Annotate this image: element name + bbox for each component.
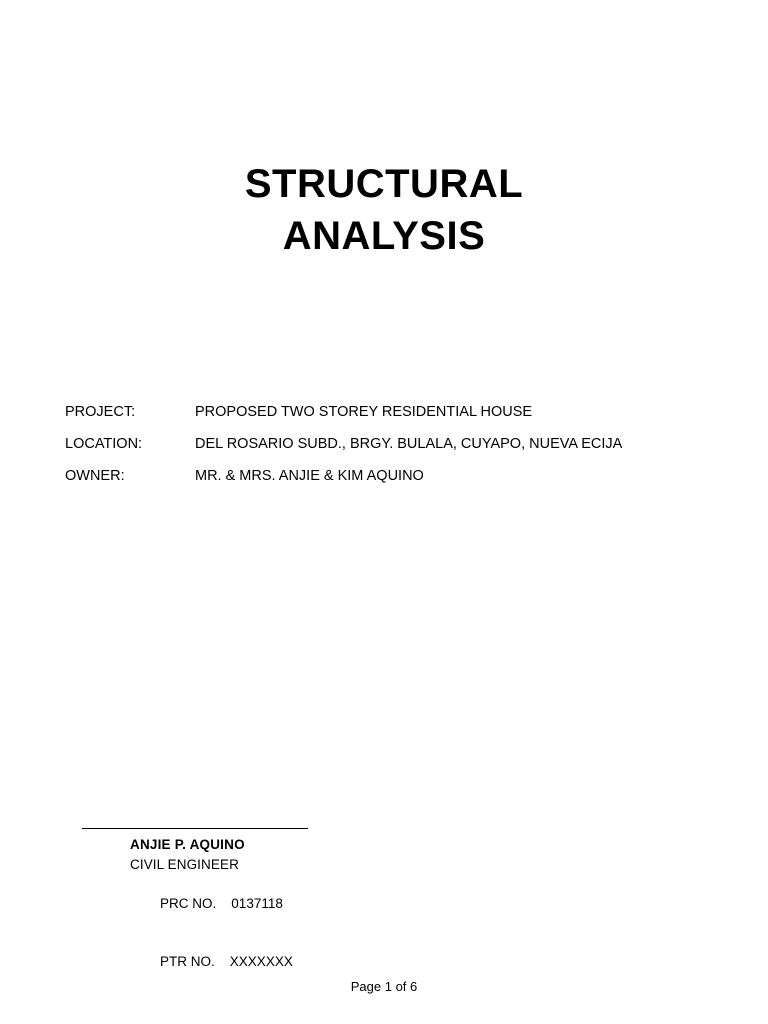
page-footer: Page 1 of 6 [350, 979, 418, 994]
signatory-ptr-label: PTR NO. [160, 954, 215, 969]
page-title-line-1: STRUCTURAL [244, 162, 524, 206]
page-title-line-2: ANALYSIS [282, 214, 486, 258]
signatory-prc-value: 0137118 [231, 895, 283, 911]
info-label-owner: OWNER: [65, 468, 125, 484]
info-value-location: DEL ROSARIO SUBD., BRGY. BULALA, CUYAPO, NUEVA ECIJA [195, 436, 623, 452]
page-title [0, 158, 768, 262]
info-label-location: LOCATION: [65, 436, 143, 452]
signatory-prc-label: PRC NO. [160, 895, 217, 911]
info-value-project: PROPOSED TWO STOREY RESIDENTIAL HOUSE [195, 404, 533, 420]
signatory-ptr-value: XXXXXXX [229, 954, 293, 969]
info-value-owner: MR. & MRS. ANJIE & KIM AQUINO [195, 468, 424, 484]
signatory-prc [130, 874, 308, 933]
info-row-project [65, 396, 705, 428]
signature-line [82, 828, 308, 829]
info-label-project: PROJECT: [65, 404, 136, 420]
info-row-owner [65, 460, 705, 492]
project-info-block [65, 396, 705, 492]
info-row-location [65, 428, 705, 460]
signatory-name: ANJIE P. AQUINO [130, 837, 245, 852]
signatory-role: CIVIL ENGINEER [130, 856, 239, 872]
signature-details [82, 835, 308, 991]
signature-block [82, 828, 308, 991]
